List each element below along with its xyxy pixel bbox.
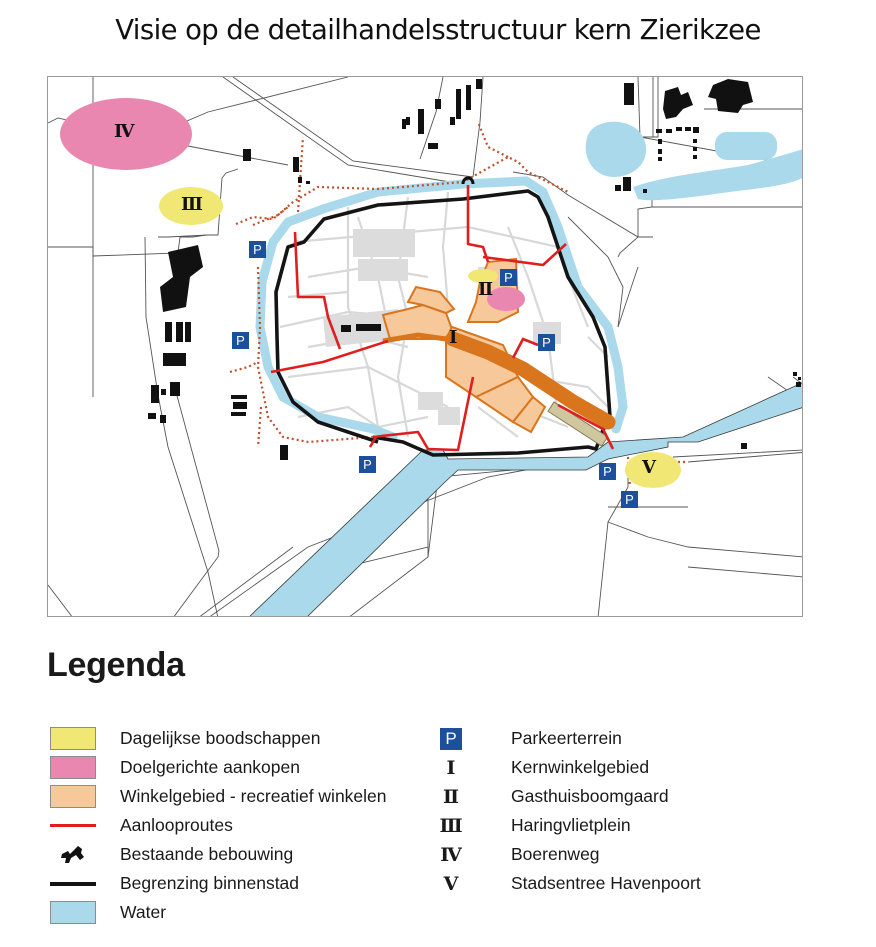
page-title: Visie op de detailhandelsstructuur kern Zierikzee (115, 14, 761, 46)
legend-item-parkeerterrein: P Parkeerterrein (440, 724, 462, 753)
legend-item-aanlooproutes: Aanlooproutes (50, 811, 96, 840)
marker-havenpoort[interactable]: Ⅴ (642, 457, 656, 478)
water-swatch-icon (50, 901, 96, 924)
parking-marker[interactable]: P (359, 456, 376, 473)
roman-one-icon: Ⅰ (446, 756, 456, 779)
legend-item-kernwinkelgebied: Ⅰ Kernwinkelgebied (440, 753, 462, 782)
roman-four-icon: Ⅳ (440, 843, 462, 866)
legend-item-dagelijkse-boodschappen: Dagelijkse boodschappen (50, 724, 96, 753)
roman-three-icon: Ⅲ (439, 814, 463, 837)
legend-item-winkelgebied: Winkelgebied - recreatief winkelen (50, 782, 96, 811)
parking-marker[interactable]: P (249, 241, 266, 258)
parking-marker[interactable]: P (599, 463, 616, 480)
parking-marker[interactable]: P (538, 334, 555, 351)
legend-item-begrenzing-binnenstad: Begrenzing binnenstad (50, 869, 96, 898)
parking-marker[interactable]: P (232, 332, 249, 349)
legend-item-stadsentree-havenpoort: Ⅴ Stadsentree Havenpoort (440, 869, 462, 898)
yellow-swatch-icon (50, 727, 96, 750)
legend-title: Legenda (47, 646, 185, 684)
legend-item-water: Water (50, 898, 96, 927)
parking-icon: P (440, 726, 462, 752)
pink-swatch-icon (50, 756, 96, 779)
legend-item-doelgerichte-aankopen: Doelgerichte aankopen (50, 753, 96, 782)
roman-two-icon: Ⅱ (442, 785, 459, 808)
map-svg (48, 77, 803, 617)
marker-kernwinkelgebied[interactable]: Ⅰ (449, 327, 458, 348)
red-line-icon (50, 824, 96, 827)
parking-marker[interactable]: P (621, 491, 638, 508)
parking-marker[interactable]: P (500, 269, 517, 286)
legend-item-boerenweg: Ⅳ Boerenweg (440, 843, 600, 866)
legend-item-bestaande-bebouwing: Bestaande bebouwing (50, 840, 96, 869)
marker-haringvlietplein[interactable]: Ⅲ (181, 194, 203, 215)
footpaths (230, 122, 688, 487)
legend-item-gasthuisboomgaard: Ⅱ Gasthuisboomgaard (440, 782, 462, 811)
roman-five-icon: Ⅴ (443, 872, 459, 895)
map-canvas[interactable] (47, 76, 803, 617)
marker-boerenweg[interactable]: Ⅳ (114, 121, 135, 142)
marker-gasthuisboomgaard[interactable]: Ⅱ (478, 279, 494, 300)
legend-left-column (50, 724, 387, 927)
building-icon (50, 842, 96, 868)
legend-item-haringvlietplein: Ⅲ Haringvlietplein (439, 814, 631, 837)
orange-swatch-icon (50, 785, 96, 808)
black-line-icon (50, 882, 96, 886)
existing-buildings (148, 79, 801, 460)
legend-right-column (439, 724, 701, 898)
